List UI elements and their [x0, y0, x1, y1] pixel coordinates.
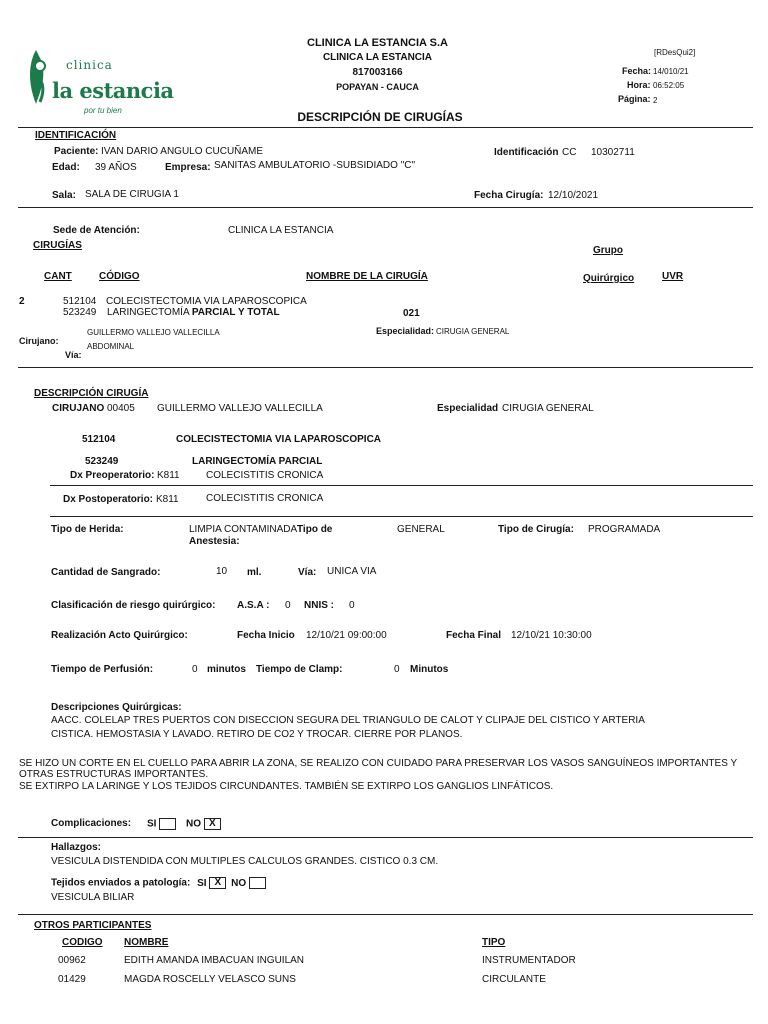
- cirujano-label: Cirujano:: [19, 336, 59, 346]
- hallazgos-value: VESICULA DISTENDIDA CON MULTIPLES CALCULOS GRANDES. CISTICO 0.3 CM.: [51, 856, 439, 867]
- col-cant: CANT: [44, 271, 72, 282]
- riesgo-label: Clasificación de riesgo quirúrgico:: [51, 600, 216, 611]
- tejidos-value: VESICULA BILIAR: [51, 892, 135, 903]
- divider: [18, 837, 753, 838]
- dx-post-desc: COLECISTITIS CRONICA: [206, 493, 324, 504]
- logo-text-1: clinica: [66, 58, 113, 72]
- participante-nombre: EDITH AMANDA IMBACUAN INGUILAN: [124, 955, 305, 966]
- anestesia-value: GENERAL: [397, 524, 445, 535]
- anestesia-label-b: Anestesia:: [189, 536, 240, 547]
- tejidos-si-checkbox[interactable]: X: [209, 877, 226, 889]
- participante-tipo: INSTRUMENTADOR: [482, 955, 576, 966]
- complicaciones-label: Complicaciones:: [51, 818, 132, 829]
- complicaciones-no-checkbox[interactable]: X: [204, 818, 221, 830]
- nnis-label: NNIS :: [304, 600, 334, 611]
- proc1-nombre: COLECISTECTOMIA VIA LAPAROSCOPICA: [106, 296, 307, 307]
- tipo-cirugia-label: Tipo de Cirugía:: [498, 524, 574, 535]
- clamp-value: 0: [394, 664, 400, 675]
- herida-value: LIMPIA CONTAMINADA: [189, 524, 298, 535]
- cirujano-codigo: 00405: [107, 403, 135, 414]
- cirujano-nombre: GUILLERMO VALLEJO VALLECILLA: [157, 403, 323, 414]
- logo-text-2: la estancia: [52, 78, 174, 103]
- edad-value: 39 AÑOS: [95, 162, 137, 173]
- proc1-desc-nombre: COLECISTECTOMIA VIA LAPAROSCOPICA: [176, 434, 382, 445]
- minutos-label: minutos: [207, 664, 246, 675]
- id-numero: 10302711: [591, 147, 635, 158]
- empresa-value: SANITAS AMBULATORIO -SUBSIDIADO "C": [214, 160, 416, 171]
- especialidad-desc-label: Especialidad: [437, 403, 499, 414]
- proc1-codigo: 512104: [63, 296, 97, 307]
- desc-line-2: CISTICA. HEMOSTASIA Y LAVADO. RETIRO DE CO2 Y TROCAR. CIERRE POR PLANOS.: [51, 729, 463, 740]
- company-name-1: CLINICA LA ESTANCIA S.A: [307, 37, 448, 49]
- divider: [18, 914, 753, 915]
- divider: [50, 485, 753, 486]
- participante-codigo: 01429: [58, 974, 86, 985]
- paciente-value: IVAN DARIO ANGULO CUCUÑAME: [101, 146, 264, 157]
- minutos2-label: Minutos: [410, 664, 449, 675]
- proc1-desc-codigo: 512104: [82, 434, 116, 445]
- col-nombre-participante: NOMBRE: [124, 937, 169, 948]
- fecha-inicio-label: Fecha Inicio: [237, 630, 295, 641]
- extra-line-1: SE HIZO UN CORTE EN EL CUELLO PARA ABRIR LA ZONA, SE REALIZO CON CUIDADO PARA PRESERVAR LOS VASOS SANGUÍNEOS IMPORTANTES Y: [19, 758, 738, 769]
- col-nombre: NOMBRE DE LA CIRUGÍA: [306, 271, 428, 282]
- proc2-desc-nombre: LARINGECTOMÍA PARCIAL: [192, 456, 323, 467]
- hora-value: 06:52:05: [653, 81, 685, 90]
- proc2-desc-codigo: 523249: [85, 456, 119, 467]
- asa-label: A.S.A :: [237, 600, 270, 611]
- divider: [18, 127, 753, 128]
- via-desc-value: UNICA VIA: [327, 566, 377, 577]
- sede-label: Sede de Atención:: [53, 225, 140, 236]
- col-codigo-participante: CODIGO: [62, 937, 103, 948]
- logo-text-3: por tu bien: [84, 106, 122, 115]
- report-code: [RDesQui2]: [654, 48, 696, 57]
- cant-value: 2: [19, 296, 25, 307]
- fecha-cirugia-label: Fecha Cirugía:: [474, 190, 544, 201]
- proc2-number: 021: [403, 308, 420, 319]
- company-city: POPAYAN - CAUCA: [336, 82, 419, 92]
- especialidad-desc-value: CIRUGIA GENERAL: [502, 403, 594, 414]
- paciente-label: Paciente:: [54, 146, 99, 157]
- perfusion-value: 0: [192, 664, 198, 675]
- fecha-value: 14/010/21: [653, 67, 689, 76]
- dx-post-code: K811: [156, 494, 179, 505]
- anestesia-label-a: Tipo de: [297, 524, 333, 535]
- id-tipo: CC: [562, 147, 577, 158]
- divider: [18, 207, 753, 208]
- clamp-label: Tiempo de Clamp:: [256, 664, 343, 675]
- grupo-label: Grupo: [593, 245, 623, 256]
- sala-label: Sala:: [52, 190, 76, 201]
- complicaciones-si: SI: [147, 818, 176, 830]
- participante-tipo: CIRCULANTE: [482, 974, 546, 985]
- divider: [50, 516, 753, 517]
- pagina-value: 2: [653, 96, 658, 105]
- edad-label: Edad:: [52, 162, 80, 173]
- col-codigo: CÓDIGO: [99, 271, 140, 282]
- especialidad-label: Especialidad:: [376, 326, 435, 336]
- cirujano-desc-label: CIRUJANO: [52, 403, 105, 414]
- participante-codigo: 00962: [58, 955, 86, 966]
- pagina-label: Página:: [618, 94, 651, 104]
- participantes-heading: OTROS PARTICIPANTES: [34, 920, 152, 931]
- asa-value: 0: [285, 600, 291, 611]
- proc2-nombre: LARINGECTOMÍA PARCIAL Y TOTAL: [107, 307, 280, 318]
- complicaciones-no: NO X: [186, 818, 221, 830]
- cirujano-value: GUILLERMO VALLEJO VALLECILLA: [87, 328, 220, 337]
- hora-label: Hora:: [627, 80, 651, 90]
- dx-post-label: Dx Postoperatorio:: [63, 494, 154, 505]
- proc2-codigo: 523249: [63, 307, 97, 318]
- fecha-final-value: 12/10/21 10:30:00: [511, 630, 592, 641]
- company-name-2: CLINICA LA ESTANCIA: [322, 52, 433, 63]
- participante-nombre: MAGDA ROSCELLY VELASCO SUNS: [124, 974, 296, 985]
- col-tipo-participante: TIPO: [482, 937, 506, 948]
- dx-pre-desc: COLECISTITIS CRONICA: [206, 470, 324, 481]
- company-nit: 817003166: [352, 67, 403, 78]
- sangrado-unit: ml.: [247, 567, 262, 578]
- divider: [18, 367, 753, 368]
- sangrado-value: 10: [216, 566, 228, 577]
- via-value: ABDOMINAL: [87, 342, 135, 351]
- col-uvr: UVR: [662, 271, 684, 282]
- tejidos-no-checkbox[interactable]: [249, 877, 266, 889]
- via-desc-label: Vía:: [298, 567, 317, 578]
- fecha-cirugia-value: 12/10/2021: [548, 190, 599, 201]
- perfusion-label: Tiempo de Perfusión:: [51, 664, 154, 675]
- fecha-final-label: Fecha Final: [446, 630, 502, 641]
- extra-line-2: OTRAS ESTRUCTURAS IMPORTANTES.: [19, 769, 209, 780]
- descripcion-heading: DESCRIPCIÓN CIRUGÍA: [34, 388, 149, 399]
- identificacion-label: Identificación: [494, 147, 559, 158]
- fecha-inicio-value: 12/10/21 09:00:00: [306, 630, 387, 641]
- desc-quirurgica-label: Descripciones Quirúrgicas:: [51, 702, 182, 713]
- via-label: Vía:: [65, 350, 82, 360]
- cirugias-heading: CIRUGÍAS: [33, 240, 82, 251]
- empresa-label: Empresa:: [165, 162, 211, 173]
- nnis-value: 0: [349, 600, 355, 611]
- sangrado-label: Cantidad de Sangrado:: [51, 567, 161, 578]
- dx-pre-code: K811: [157, 470, 180, 481]
- fecha-label: Fecha:: [622, 66, 652, 76]
- document-title: DESCRIPCIÓN DE CIRUGÍAS: [297, 110, 463, 124]
- especialidad-value: CIRUGIA GENERAL: [436, 327, 510, 336]
- acto-label: Realización Acto Quirúrgico:: [51, 630, 188, 641]
- tipo-cirugia-value: PROGRAMADA: [588, 524, 661, 535]
- complicaciones-si-checkbox[interactable]: [159, 818, 176, 830]
- sede-value: CLINICA LA ESTANCIA: [228, 225, 334, 236]
- herida-label: Tipo de Herida:: [51, 524, 124, 535]
- sala-value: SALA DE CIRUGIA 1: [85, 189, 179, 200]
- dx-pre-label: Dx Preoperatorio:: [70, 470, 155, 481]
- identificacion-heading: IDENTIFICACIÓN: [35, 130, 117, 141]
- tejidos-label: Tejidos enviados a patología: SI X NO: [51, 877, 266, 889]
- extra-line-3: SE EXTIRPO LA LARINGE Y LOS TEJIDOS CIRCUNDANTES. TAMBIÉN SE EXTIRPO LOS GANGLIOS LINFÁTICOS.: [19, 781, 554, 792]
- hallazgos-label: Hallazgos:: [51, 842, 102, 853]
- col-quirurgico: Quirúrgico: [583, 273, 635, 284]
- desc-line-1: AACC. COLELAP TRES PUERTOS CON DISECCION SEGURA DEL TRIANGULO DE CALOT Y CLIPAJE DEL CISTICO Y ARTERIA: [51, 715, 645, 726]
